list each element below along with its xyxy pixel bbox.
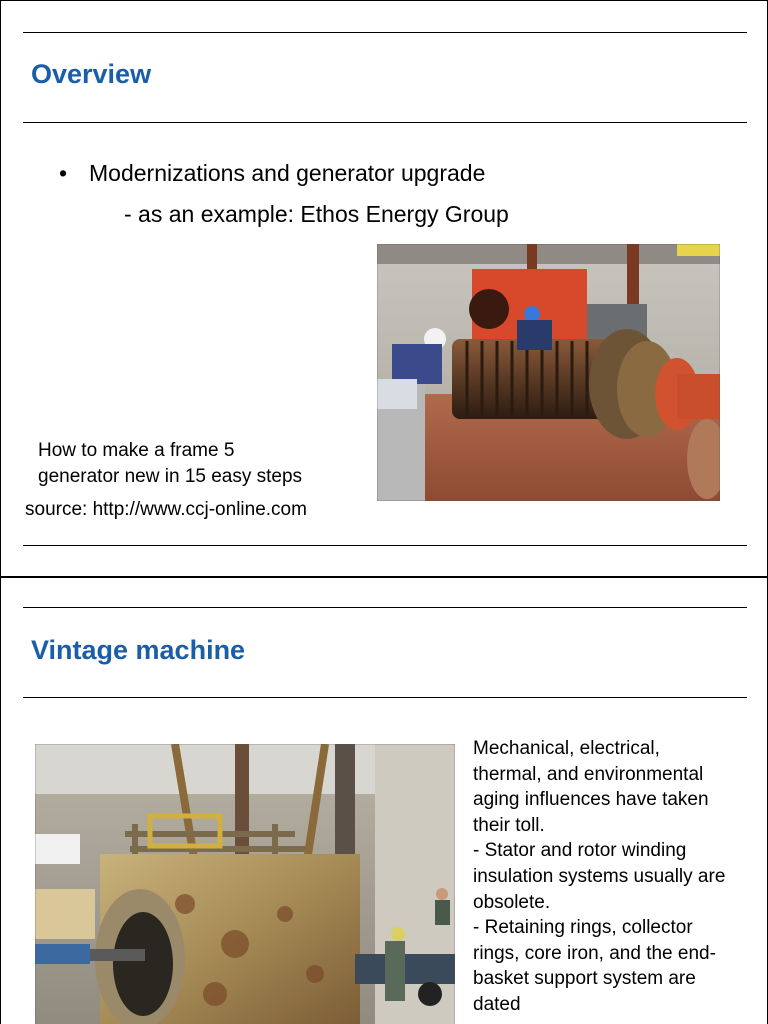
top-rule <box>23 607 747 608</box>
slide-vintage-machine <box>0 577 768 1024</box>
vintage-generator-photo <box>35 744 455 1024</box>
bullet-item <box>59 160 485 187</box>
source-citation: source: http://www.ccj-online.com <box>25 499 307 520</box>
title-rule <box>23 122 747 123</box>
caption-line: generator new in 15 easy steps <box>38 466 303 487</box>
title-rule <box>23 697 747 698</box>
slide-body-text: Mechanical, electrical, thermal, and environmental aging influences have taken their toll. - Stator and rotor winding insulation systems usually are obsolete. - Retaining rings, collector rings, core iron, and the end-basket support system are dated <box>473 738 726 1015</box>
bottom-rule <box>23 545 747 546</box>
slide-title: Overview <box>31 59 152 89</box>
photo-caption <box>38 438 302 490</box>
slide-title: Vintage machine <box>31 635 246 665</box>
sub-bullet-text: - as an example: Ethos Energy Group <box>124 201 509 227</box>
top-rule <box>23 32 747 33</box>
bullet-marker: • <box>59 160 68 186</box>
generator-rotor-photo <box>377 244 720 501</box>
caption-line: How to make a frame 5 <box>38 440 235 461</box>
bullet-text: Modernizations and generator upgrade <box>89 160 486 186</box>
